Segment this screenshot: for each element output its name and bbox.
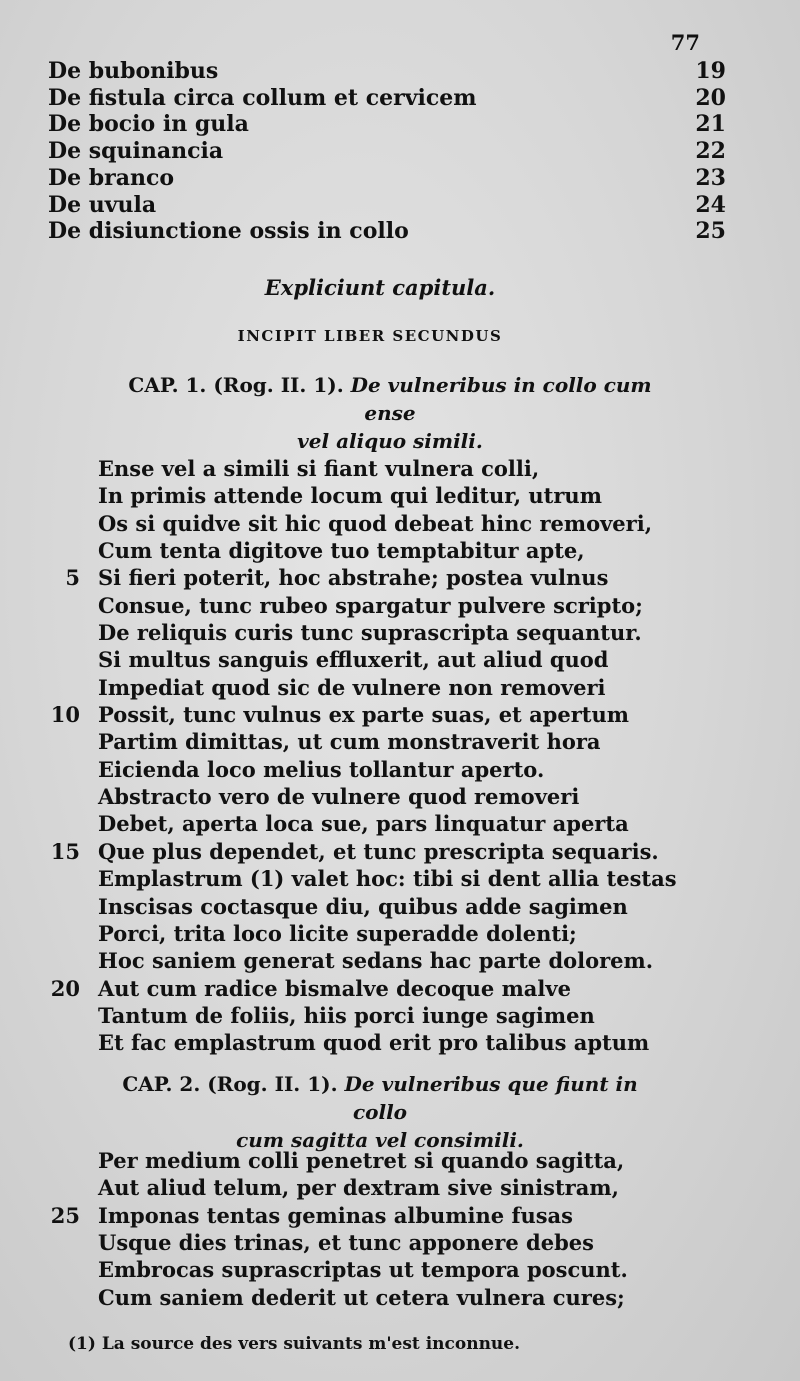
verse-text: Imponas tentas geminas albumine fusas xyxy=(98,1202,573,1228)
verse-block xyxy=(40,1147,660,1311)
verse-text: Porci, trita loco licite superadde dolenti; xyxy=(98,920,577,946)
line-number: 25 xyxy=(50,1202,80,1228)
verse-text: Os si quidve sit hic quod debeat hinc removeri, xyxy=(98,510,653,536)
line-number: 10 xyxy=(50,702,80,728)
chapter-title: De vulneribus que fiunt in collo xyxy=(344,1072,638,1124)
verse-line xyxy=(40,783,660,810)
verse-text: Emplastrum (1) valet hoc: tibi si dent allia testas xyxy=(98,866,677,892)
verse-text: In primis attende locum qui leditur, utrum xyxy=(98,483,602,509)
verse-line xyxy=(40,1147,660,1174)
verse-text: Que plus dependet, et tunc prescripta sequaris. xyxy=(98,838,659,864)
toc-title: De bubonibus xyxy=(48,58,219,84)
toc-row xyxy=(48,85,726,112)
verse-line xyxy=(40,1174,660,1201)
verse-text: Usque dies trinas, et tunc apponere debes xyxy=(98,1230,594,1256)
verse-line xyxy=(40,482,660,509)
verse-line xyxy=(40,701,660,728)
explicit-heading: Expliciunt capitula. xyxy=(264,275,496,300)
chapter-heading xyxy=(110,371,670,455)
verse-line xyxy=(40,674,660,701)
verse-line xyxy=(40,1202,660,1229)
verse-text: De reliquis curis tunc suprascripta sequantur. xyxy=(98,620,642,646)
verse-text: Abstracto vero de vulnere quod removeri xyxy=(98,784,580,810)
line-number: 15 xyxy=(50,838,80,864)
footnote: (1) La source des vers suivants m'est inconnue. xyxy=(68,1334,521,1354)
toc-number: 20 xyxy=(695,84,726,111)
toc-title: De bocio in gula xyxy=(48,111,249,138)
verse-line xyxy=(40,646,660,673)
verse-line xyxy=(40,455,660,482)
verse-text: Consue, tunc rubeo spargatur pulvere scripto; xyxy=(98,592,643,618)
verse-line xyxy=(40,756,660,783)
chapter-title-cont: cum sagitta vel consimili. xyxy=(236,1128,524,1152)
verse-text: Aut cum radice bismalve decoque malve xyxy=(98,975,571,1001)
book-heading: INCIPIT LIBER SECUNDUS xyxy=(237,327,503,345)
verse-line xyxy=(40,1256,660,1283)
verse-text: Et fac emplastrum quod erit pro talibus aptum xyxy=(98,1030,650,1056)
page-number: 77 xyxy=(670,30,700,55)
verse-text: Cum tenta digitove tuo temptabitur apte, xyxy=(98,538,585,564)
verse-line xyxy=(40,1002,660,1029)
toc-title: De branco xyxy=(48,164,175,191)
line-number: 5 xyxy=(65,565,80,591)
toc-row xyxy=(48,58,726,85)
verse-text: Impediat quod sic de vulnere non removeri xyxy=(98,674,606,700)
toc-row xyxy=(48,111,726,138)
toc-number: 24 xyxy=(695,191,726,218)
verse-line xyxy=(40,1284,660,1311)
verse-text: Si multus sanguis effluxerit, aut aliud quod xyxy=(98,647,609,673)
toc-row xyxy=(48,165,726,192)
verse-line xyxy=(40,975,660,1002)
verse-line xyxy=(40,893,660,920)
verse-text: Hoc saniem generat sedans hac parte dolorem. xyxy=(98,948,654,974)
chapter-number: CAP. 1. (Rog. II. 1). xyxy=(128,373,344,397)
verse-line xyxy=(40,838,660,865)
verse-text: Inscisas coctasque diu, quibus adde sagimen xyxy=(98,893,628,919)
chapter-heading xyxy=(100,1070,660,1154)
verse-text: Aut aliud telum, per dextram sive sinistram, xyxy=(98,1175,619,1201)
toc-number: 25 xyxy=(695,218,726,245)
verse-line xyxy=(40,865,677,892)
verse-block xyxy=(40,455,677,1057)
verse-line xyxy=(40,564,660,591)
verse-text: Tantum de foliis, hiis porci iunge sagimen xyxy=(98,1002,595,1028)
toc-number: 19 xyxy=(695,58,726,84)
verse-line xyxy=(40,510,660,537)
verse-text: Possit, tunc vulnus ex parte suas, et apertum xyxy=(98,702,629,728)
toc-number: 23 xyxy=(695,164,726,191)
verse-line xyxy=(40,728,660,755)
toc-title: De disiunctione ossis in collo xyxy=(48,218,409,245)
verse-text: Partim dimittas, ut cum monstraverit hora xyxy=(98,729,601,755)
chapter-number: CAP. 2. (Rog. II. 1). xyxy=(122,1072,338,1096)
verse-line xyxy=(40,947,660,974)
verse-line xyxy=(40,592,660,619)
chapter-list xyxy=(48,58,726,245)
verse-line xyxy=(40,920,660,947)
toc-number: 22 xyxy=(695,138,726,165)
verse-text: Ense vel a simili si fiant vulnera colli, xyxy=(98,456,540,481)
verse-line xyxy=(40,810,660,837)
verse-text: Debet, aperta loca sue, pars linquatur aperta xyxy=(98,811,629,837)
verse-text: Eicienda loco melius tollantur aperto. xyxy=(98,756,545,782)
chapter-title: De vulneribus in collo cum ense xyxy=(350,373,652,425)
toc-row xyxy=(48,218,726,245)
verse-text: Cum saniem dederit ut cetera vulnera cures; xyxy=(98,1284,625,1310)
verse-text: Embrocas suprascriptas ut tempora poscunt. xyxy=(98,1257,628,1283)
verse-line xyxy=(40,537,660,564)
verse-line xyxy=(40,619,660,646)
toc-title: De fistula circa collum et cervicem xyxy=(48,84,477,111)
verse-text: Si fieri poterit, hoc abstrahe; postea vulnus xyxy=(98,565,609,591)
line-number: 20 xyxy=(50,975,80,1001)
verse-line xyxy=(40,1229,660,1256)
toc-row xyxy=(48,192,726,219)
verse-text: Per medium colli penetret si quando sagitta, xyxy=(98,1148,625,1173)
toc-number: 21 xyxy=(695,111,726,138)
toc-title: De squinancia xyxy=(48,138,224,165)
verse-line xyxy=(40,1029,660,1056)
toc-title: De uvula xyxy=(48,191,157,218)
chapter-title-cont: vel aliquo simili. xyxy=(297,429,483,453)
toc-row xyxy=(48,138,726,165)
